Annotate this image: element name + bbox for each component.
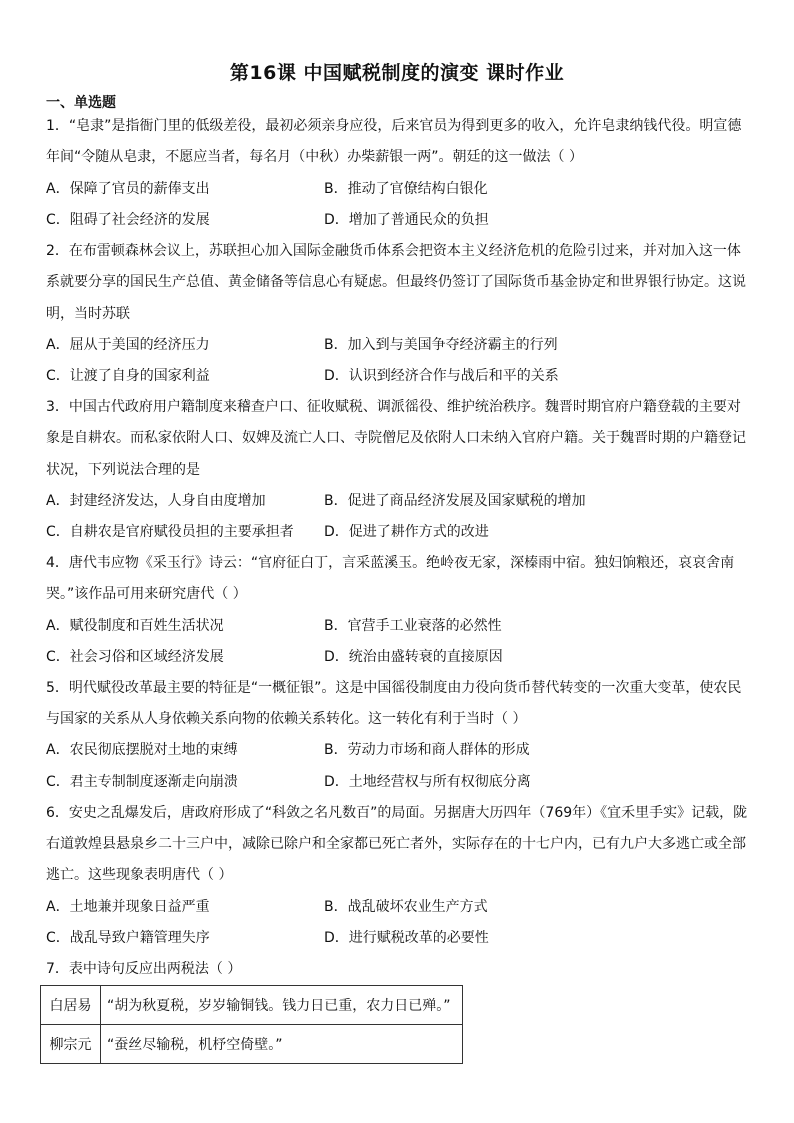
q6-line-2: 右道敦煌县悬泉乡二十三户中，减除已除户和全家都已死亡者外，实际存在的十七户内，已有九户大多逃亡或全部 <box>46 836 746 852</box>
q3-line-1: 3．中国古代政府用户籍制度来稽查户口、征收赋税、调派徭役、维护统治秩序。魏晋时期官府户籍登载的主要对 <box>46 399 741 415</box>
q4-option-b: B．官营手工业衰落的必然性 <box>324 618 502 634</box>
q4-option-a: A．赋役制度和百姓生活状况 <box>46 618 224 634</box>
table-row <box>41 1025 463 1064</box>
q4-option-d: D．统治由盛转衰的直接原因 <box>324 649 503 665</box>
poet-cell: 白居易 <box>41 986 101 1025</box>
q2-option-c: C．让渡了自身的国家利益 <box>46 368 210 384</box>
q3-option-d: D．促进了耕作方式的改进 <box>324 524 489 540</box>
q5-option-a: A．农民彻底摆脱对土地的束缚 <box>46 742 238 758</box>
q3-line-2: 象是自耕农。而私家依附人口、奴婢及流亡人口、寺院僧尼及依附人口未纳入官府户籍。关于魏晋时期的户籍登记 <box>46 430 746 446</box>
q6-line-3: 逃亡。这些现象表明唐代（ ） <box>46 867 233 883</box>
q6-option-a: A．土地兼并现象日益严重 <box>46 899 210 915</box>
q1-line-2: 年间“令随从皂隶，不愿应当者，每名月（中秋）办柴薪银一两”。朝廷的这一做法（ ） <box>46 149 583 165</box>
q1-line-1: 1．“皂隶”是指衙门里的低级差役，最初必须亲身应役，后来官员为得到更多的收入，允许皂隶纳钱代役。明宣德 <box>46 118 742 134</box>
q7-line-1: 7．表中诗句反应出两税法（ ） <box>46 961 242 977</box>
q5-option-c: C．君主专制制度逐渐走向崩溃 <box>46 774 238 790</box>
q5-line-1: 5．明代赋役改革最主要的特征是“一概征银”。这是中国徭役制度由力役向货币替代转变的一次重大变革，使农民 <box>46 680 742 696</box>
q2-line-1: 2．在布雷顿森林会议上，苏联担心加入国际金融货币体系会把资本主义经济危机的危险引过来，并对加入这一体 <box>46 243 741 259</box>
q4-option-c: C．社会习俗和区域经济发展 <box>46 649 224 665</box>
q1-option-d: D．增加了普通民众的负担 <box>324 212 489 228</box>
q6-option-c: C．战乱导致户籍管理失序 <box>46 930 210 946</box>
q6-option-b: B．战乱破坏农业生产方式 <box>324 899 488 915</box>
q2-line-3: 明，当时苏联 <box>46 306 130 322</box>
poet-cell: 柳宗元 <box>41 1025 101 1064</box>
q3-line-3: 状况，下列说法合理的是 <box>46 462 200 478</box>
q2-option-a: A．屈从于美国的经济压力 <box>46 337 210 353</box>
table-row <box>41 986 463 1025</box>
section-heading: 一、单选题 <box>46 95 116 111</box>
page-title: 第16课 中国赋税制度的演变 课时作业 <box>229 62 565 84</box>
q4-line-1: 4．唐代韦应物《采玉行》诗云：“官府征白丁，言采蓝溪玉。绝岭夜无家，深榛雨中宿。独妇饷粮还，哀哀舍南 <box>46 555 735 571</box>
q5-option-d: D．土地经营权与所有权彻底分离 <box>324 774 531 790</box>
q3-option-b: B．促进了商品经济发展及国家赋税的增加 <box>324 493 586 509</box>
q1-option-b: B．推动了官僚结构白银化 <box>324 181 488 197</box>
verse-cell: “蚕丝尽输税，机杼空倚壁。” <box>101 1025 463 1064</box>
q4-line-2: 哭。”该作品可用来研究唐代（ ） <box>46 586 247 602</box>
q6-line-1: 6．安史之乱爆发后，唐政府形成了“科敛之名凡数百”的局面。另据唐大历四年（769年）《宜禾里手实》记载，陇 <box>46 805 748 821</box>
poem-table <box>40 985 463 1064</box>
q6-option-d: D．进行赋税改革的必要性 <box>324 930 489 946</box>
q1-option-c: C．阻碍了社会经济的发展 <box>46 212 210 228</box>
q5-line-2: 与国家的关系从人身依赖关系向物的依赖关系转化。这一转化有利于当时（ ） <box>46 711 527 727</box>
q5-option-b: B．劳动力市场和商人群体的形成 <box>324 742 530 758</box>
q1-option-a: A．保障了官员的薪俸支出 <box>46 181 210 197</box>
q2-line-2: 系就要分享的国民生产总值、黄金储备等信息心有疑虑。但最终仍签订了国际货币基金协定和世界银行协定。这说 <box>46 274 746 290</box>
verse-cell: “胡为秋夏税，岁岁输铜钱。钱力日已重，农力日已殚。” <box>101 986 463 1025</box>
q2-option-b: B．加入到与美国争夺经济霸主的行列 <box>324 337 558 353</box>
q2-option-d: D．认识到经济合作与战后和平的关系 <box>324 368 559 384</box>
q3-option-a: A．封建经济发达，人身自由度增加 <box>46 493 266 509</box>
q3-option-c: C．自耕农是官府赋役员担的主要承担者 <box>46 524 294 540</box>
